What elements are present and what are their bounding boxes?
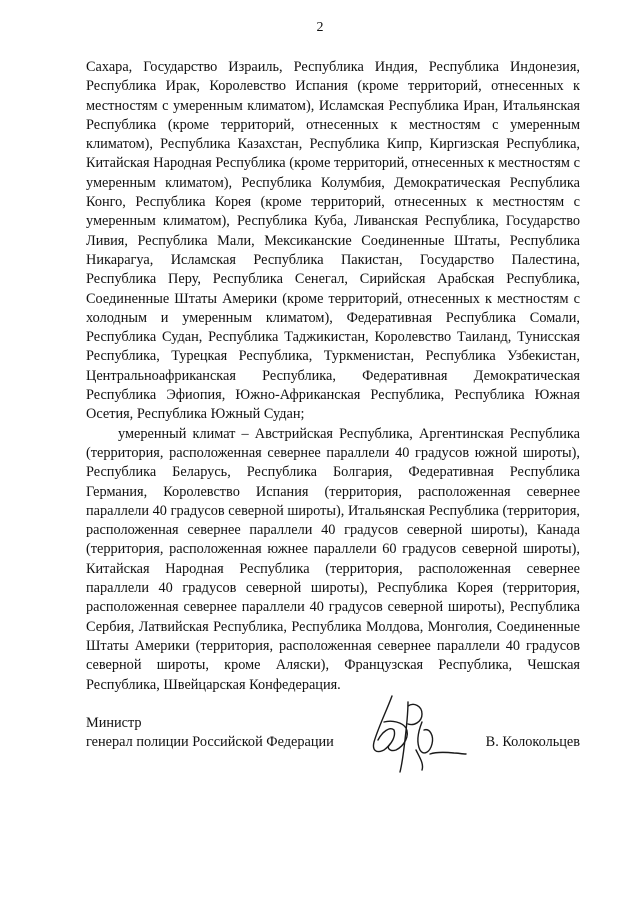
signatory-title-line-1: Министр — [86, 715, 142, 731]
handwritten-signature — [362, 692, 472, 776]
signatory-title-line-2: генерал полиции Российской Федерации — [86, 734, 334, 751]
signatory-title — [86, 714, 334, 753]
signature-block — [86, 714, 580, 774]
body-paragraph-temperate-climate: умеренный климат – Австрийская Республика, Аргентинская Республика (территория, расположенная севернее параллели 40 градусов южной широты), Республика Беларусь, Республика Болгария, Федеративная Республика Германия, Королевство Испания (территория, расположенная севернее параллели 40 градусов северной широты), Итальянская Республика (территория, расположенная севернее параллели 40 градусов северной широты), Канада (территория, расположенная южнее параллели 60 градусов северной широты), Китайская Народная Республика (территория, расположенная севернее параллели 40 градусов северной широты), Республика Корея (территория, расположенная севернее параллели 40 градусов северной широты), Республика Сербия, Латвийская Республика, Республика Молдова, Монголия, Соединенные Штаты Америки (территория, расположенная севернее параллели 40 градусов северной широты, кроме Аляски), Французская Республика, Чешская Республика, Швейцарская Конфедерация. — [86, 425, 580, 693]
signatory-name: В. Колокольцев — [485, 734, 580, 750]
body-paragraph-tropical-list: Сахара, Государство Израиль, Республика Индия, Республика Индонезия, Республика Ирак, Королевство Испания (кроме территорий, отнесенных к местностям с умеренным климатом), Исламская Республика Иран, Итальянская Республика (кроме территорий, отнесенных к местностям с умеренным климатом), Республика Казахстан, Республика Кипр, Киргизская Республика, Китайская Народная Республика (кроме территорий, отнесенных к местностям с умеренным климатом), Республика Колумбия, Демократическая Республика Конго, Республика Корея (кроме территорий, отнесенных к местностям с умеренным климатом), Республика Куба, Ливанская Республика, Государство Ливия, Республика Мали, Мексиканские Соединенные Штаты, Республика Никарагуа, Исламская Республика Пакистан, Государство Палестина, Республика Перу, Республика Сенегал, Сирийская Арабская Республика, Соединенные Штаты Америки (кроме территорий, отнесенных к местностям с холодным и умеренным климатом), Федеративная Республика Сомали, Республика Судан, Республика Таджикистан, Королевство Таиланд, Тунисская Республика, Турецкая Республика, Туркменистан, Республика Узбекистан, Центральноафриканская Республика, Федеративная Демократическая Республика Эфиопия, Южно-Африканская Республика, Республика Южная Осетия, Республика Южный Судан; — [86, 59, 580, 423]
page-number: 2 — [316, 20, 324, 35]
document-body — [86, 58, 580, 695]
